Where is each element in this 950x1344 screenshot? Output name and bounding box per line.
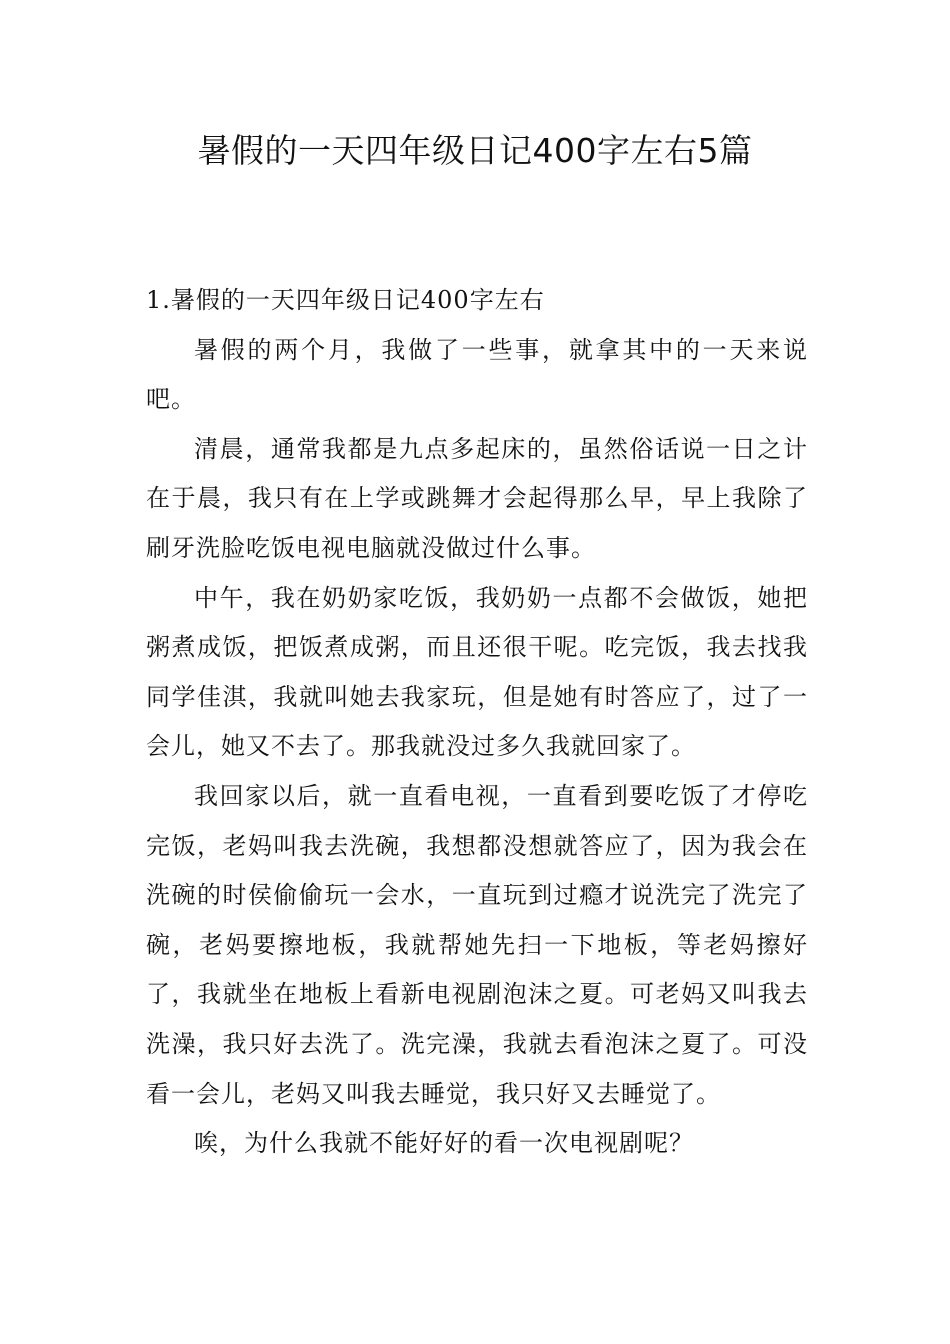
- paragraph: 我回家以后，就一直看电视，一直看到要吃饭了才停吃完饭，老妈叫我去洗碗，我想都没想就答应了，因为我会在洗碗的时侯偷偷玩一会水，一直玩到过瘾才说洗完了洗完了碗，老妈要擦地板，我就帮她先扫一下地板，等老妈擦好了，我就坐在地板上看新电视剧泡沫之夏。可老妈又叫我去洗澡，我只好去洗了。洗完澡，我就去看泡沫之夏了。可没看一会儿，老妈又叫我去睡觉，我只好又去睡觉了。: [146, 781, 808, 1108]
- paragraph: 清晨，通常我都是九点多起床的，虽然俗话说一日之计在于晨，我只有在上学或跳舞才会起得那么早，早上我除了刷牙洗脸吃饭电视电脑就没做过什么事。: [146, 434, 808, 562]
- section-heading: 1.暑假的一天四年级日记400字左右: [146, 286, 545, 314]
- document-title: 暑假的一天四年级日记400字左右5篇: [197, 131, 753, 170]
- paragraph: 唉，为什么我就不能好好的看一次电视剧呢？: [194, 1129, 694, 1158]
- paragraph: 暑假的两个月，我做了一些事，就拿其中的一天来说吧。: [146, 335, 808, 414]
- paragraph: 中午，我在奶奶家吃饭，我奶奶一点都不会做饭，她把粥煮成饭，把饭煮成粥，而且还很干呢。吃完饭，我去找我同学佳淇，我就叫她去我家玩，但是她有时答应了，过了一会儿，她又不去了。那我就没过多久我就回家了。: [146, 583, 808, 761]
- document-body: [146, 276, 808, 1169]
